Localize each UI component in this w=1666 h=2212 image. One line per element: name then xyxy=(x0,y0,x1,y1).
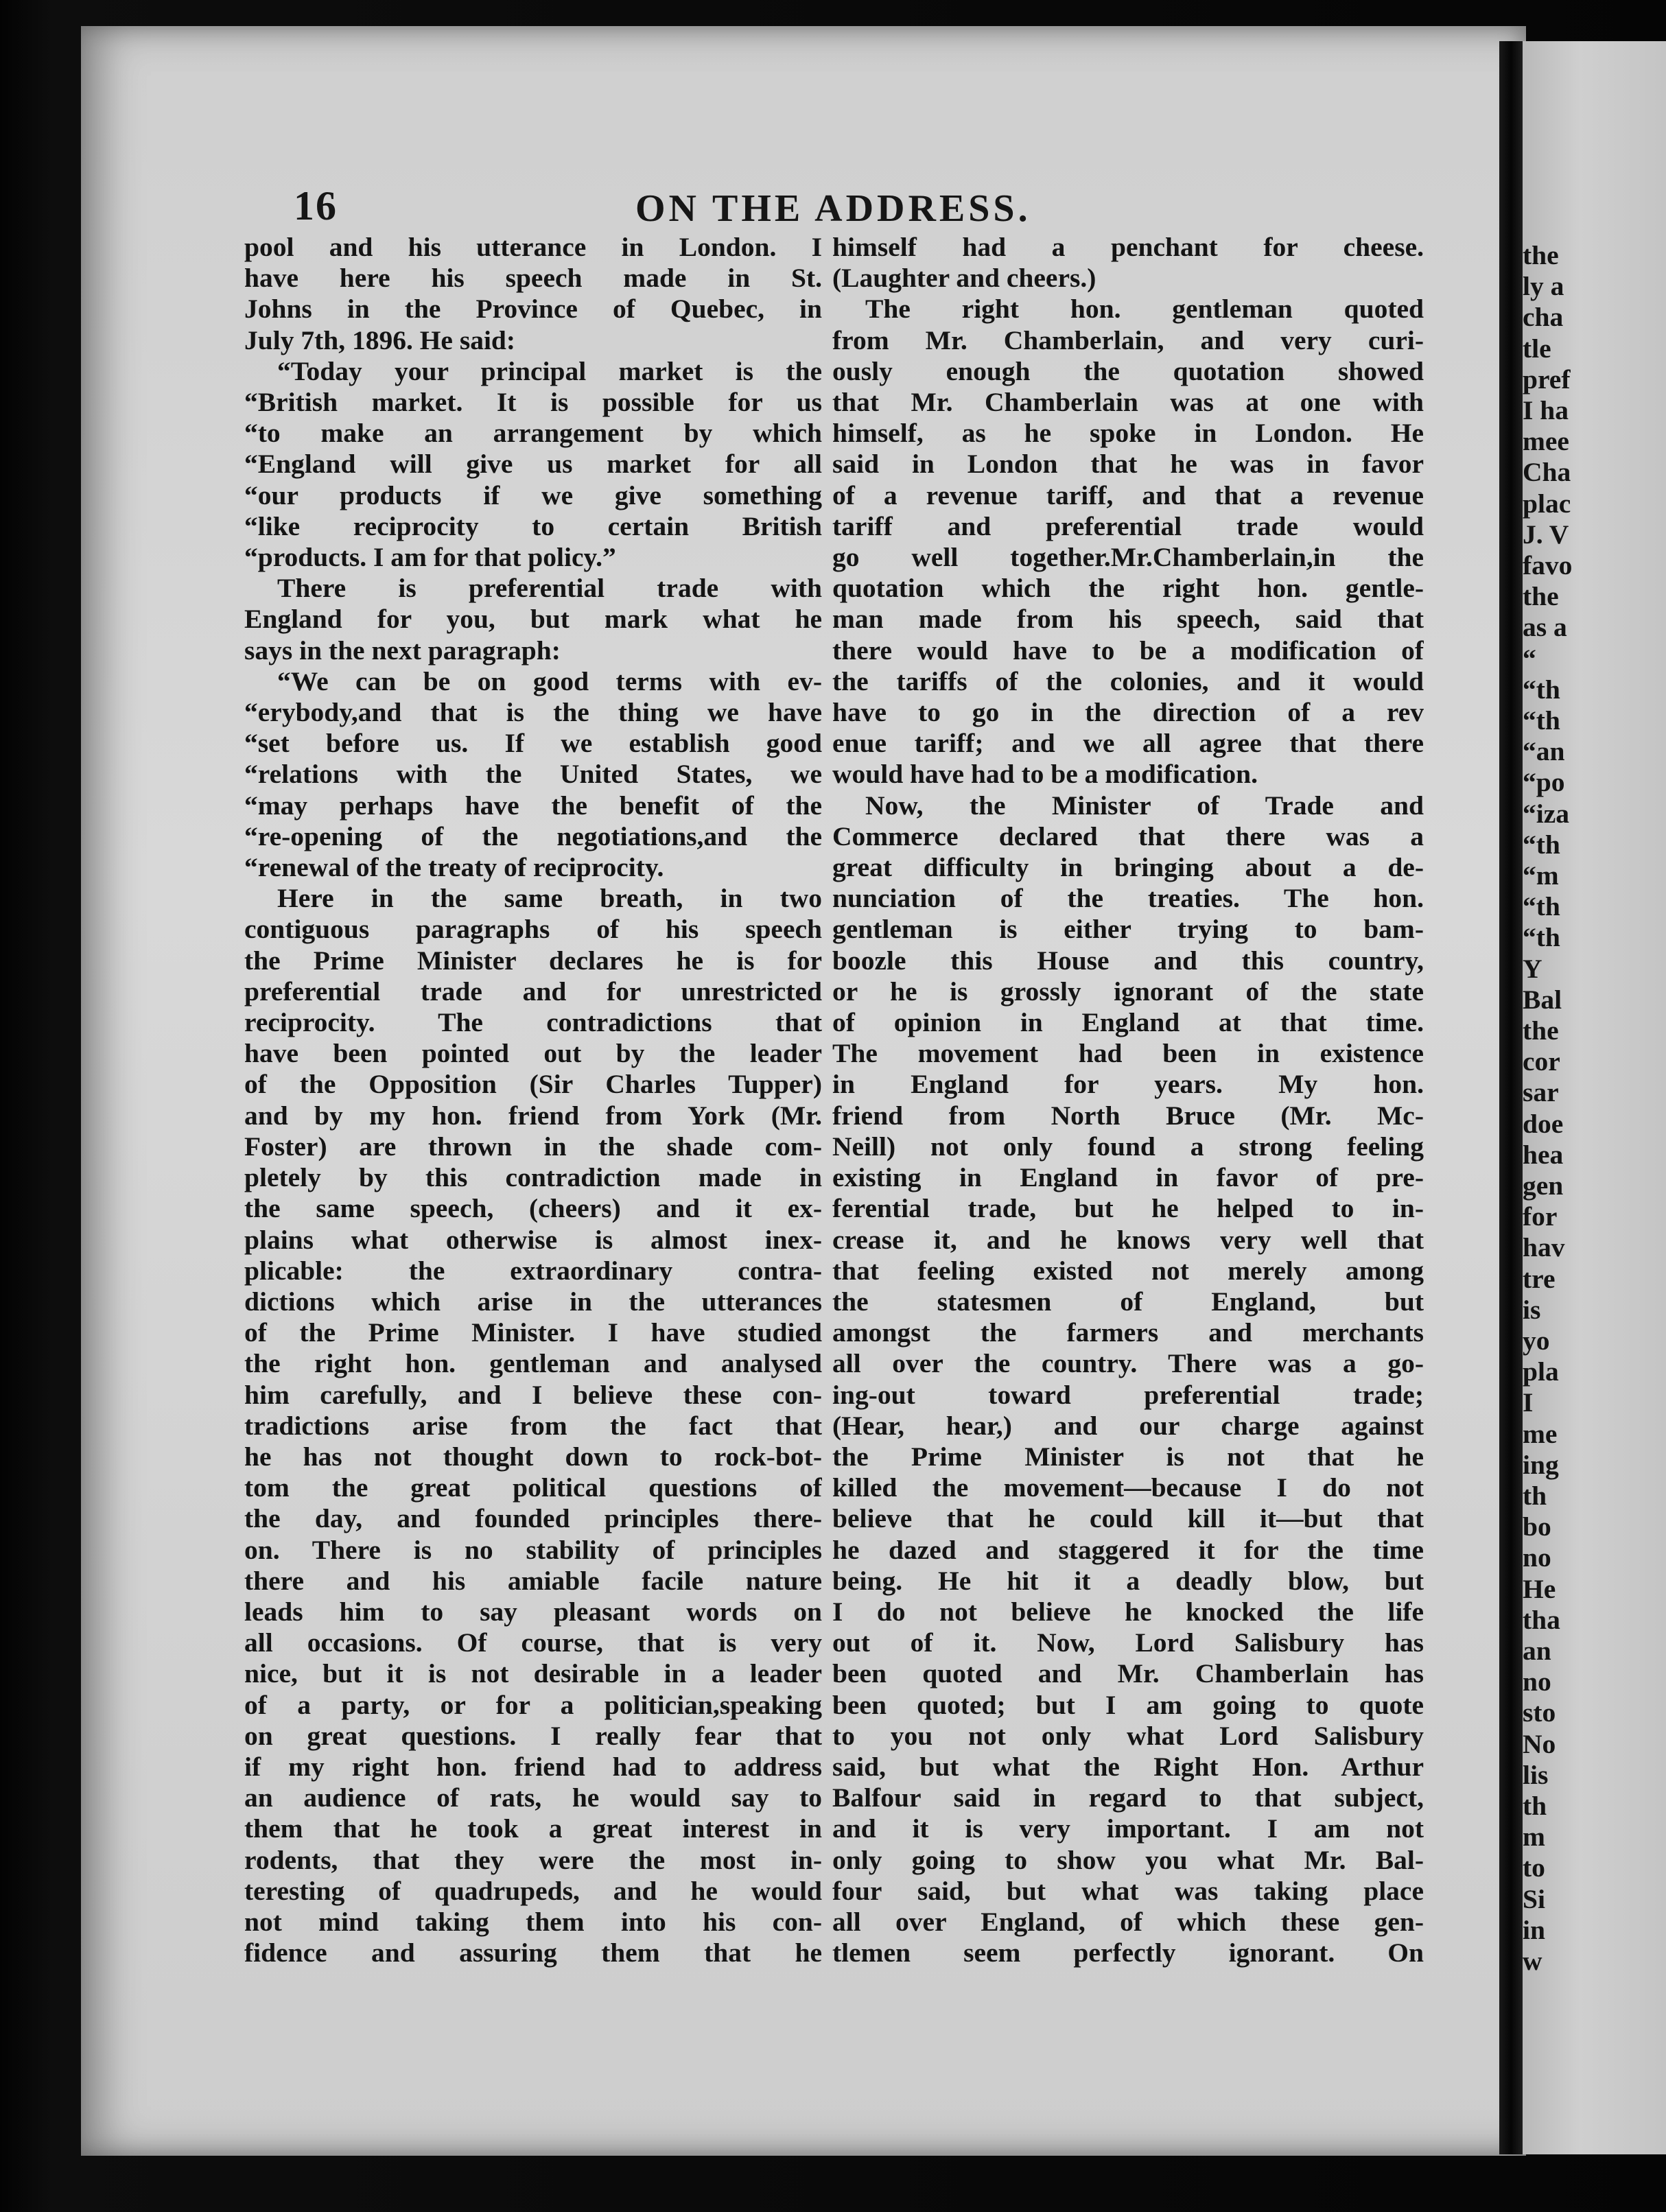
text-line: the right hon. gentleman and analysed xyxy=(244,1348,822,1379)
text-line: all over England, of which these gen- xyxy=(832,1906,1424,1937)
text-line: nunciation of the treaties. The hon. xyxy=(832,883,1424,914)
text-line: I do not believe he knocked the life xyxy=(832,1596,1424,1627)
adjacent-page-fragment: cha xyxy=(1523,302,1564,333)
text-line: gentleman is either trying to bam- xyxy=(832,914,1424,945)
text-line: England for you, but mark what he xyxy=(244,604,822,635)
text-line: would have had to be a modification. xyxy=(832,759,1258,790)
text-line: of opinion in England at that time. xyxy=(832,1007,1424,1038)
adjacent-page-fragment: No xyxy=(1523,1728,1556,1759)
text-line: Foster) are thrown in the shade com- xyxy=(244,1131,822,1162)
adjacent-page-edge xyxy=(1523,41,1666,2154)
text-line: There is preferential trade with xyxy=(277,573,822,604)
text-line: himself, as he spoke in London. He xyxy=(832,418,1424,449)
text-line: dictions which arise in the utterances xyxy=(244,1286,822,1317)
text-line: of a party, or for a politician,speaking xyxy=(244,1689,822,1720)
adjacent-page-fragment: tre xyxy=(1523,1263,1556,1294)
text-line: Johns in the Province of Quebec, in xyxy=(244,294,822,325)
text-line: the tariffs of the colonies, and it would xyxy=(832,666,1424,696)
page-header xyxy=(81,183,1526,237)
text-line: from Mr. Chamberlain, and very curi- xyxy=(832,325,1424,355)
text-line: plains what otherwise is almost inex- xyxy=(244,1224,822,1255)
text-line: have to go in the direction of a rev xyxy=(832,697,1424,728)
adjacent-page-fragment: gen xyxy=(1523,1170,1564,1201)
text-line: crease it, and he knows very well that xyxy=(832,1224,1424,1255)
text-line: ing-out toward preferential trade; xyxy=(832,1379,1424,1410)
text-line: the day, and founded principles there- xyxy=(244,1503,822,1534)
text-line: killed the movement—because I do not xyxy=(832,1472,1424,1503)
text-line: Here in the same breath, in two xyxy=(277,883,822,914)
adjacent-page-fragment: “th xyxy=(1523,891,1560,922)
text-line: the Prime Minister is not that he xyxy=(832,1441,1424,1472)
text-line: him carefully, and I believe these con- xyxy=(244,1379,822,1410)
adjacent-page-fragment: mee xyxy=(1523,426,1569,457)
adjacent-page-fragment: “th xyxy=(1523,922,1560,953)
text-line: the same speech, (cheers) and it ex- xyxy=(244,1193,822,1224)
text-line: said, but what the Right Hon. Arthur xyxy=(832,1751,1424,1782)
text-line: leads him to say pleasant words on xyxy=(244,1596,822,1627)
adjacent-page-fragment: th xyxy=(1523,1481,1547,1511)
text-line: out of it. Now, Lord Salisbury has xyxy=(832,1627,1424,1658)
adjacent-page-fragment: ly a xyxy=(1523,271,1564,302)
adjacent-page-fragment: “po xyxy=(1523,767,1565,798)
adjacent-page-fragment: He xyxy=(1523,1573,1556,1604)
adjacent-page-fragment: “iza xyxy=(1523,798,1570,829)
adjacent-page-fragment: hav xyxy=(1523,1232,1565,1263)
adjacent-page-fragment: is xyxy=(1523,1294,1541,1325)
text-line: July 7th, 1896. He said: xyxy=(244,325,516,355)
text-line: “like reciprocity to certain British xyxy=(244,510,822,541)
text-line: (Laughter and cheers.) xyxy=(832,263,1096,294)
text-line: been quoted and Mr. Chamberlain has xyxy=(832,1658,1424,1689)
text-line: “England will give us market for all xyxy=(244,449,822,480)
text-line: says in the next paragraph: xyxy=(244,635,561,666)
text-line: there and his amiable facile nature xyxy=(244,1565,822,1596)
text-line: to you not only what Lord Salisbury xyxy=(832,1720,1424,1751)
text-line: on great questions. I really fear that xyxy=(244,1720,822,1751)
text-line: plicable: the extraordinary contra- xyxy=(244,1255,822,1286)
text-line: if my right hon. friend had to address xyxy=(244,1751,822,1782)
text-line: tariff and preferential trade would xyxy=(832,510,1424,541)
adjacent-page-fragment: “an xyxy=(1523,736,1565,767)
text-line: of a revenue tariff, and that a revenue xyxy=(832,480,1424,510)
text-line: or he is grossly ignorant of the state xyxy=(832,976,1424,1007)
text-line: “Today your principal market is the xyxy=(277,355,822,386)
text-line: boozle this House and this country, xyxy=(832,945,1424,976)
text-line: “products. I am for that policy.” xyxy=(244,542,616,573)
text-line: himself had a penchant for cheese. xyxy=(832,232,1424,262)
adjacent-page-fragment: ing xyxy=(1523,1449,1559,1480)
running-head: ON THE ADDRESS. xyxy=(635,187,1031,230)
adjacent-page-fragment: as a xyxy=(1523,612,1567,643)
adjacent-page-fragment: “th xyxy=(1523,674,1560,705)
text-line: “set before us. If we establish good xyxy=(244,728,822,759)
text-line: quotation which the right hon. gentle- xyxy=(832,573,1424,604)
page-number: 16 xyxy=(294,183,338,228)
adjacent-page-fragment: sto xyxy=(1523,1697,1556,1728)
text-line: the Prime Minister declares he is for xyxy=(244,945,822,976)
adjacent-page-fragment: Cha xyxy=(1523,457,1571,488)
adjacent-page-fragment: no xyxy=(1523,1667,1551,1697)
text-line: Commerce declared that there was a xyxy=(832,821,1424,851)
text-line: existing in England in favor of pre- xyxy=(832,1162,1424,1193)
text-line: pletely by this contradiction made in xyxy=(244,1162,822,1193)
text-line: tom the great political questions of xyxy=(244,1472,822,1503)
text-line: an audience of rats, he would say to xyxy=(244,1782,822,1813)
text-line: man made from his speech, said that xyxy=(832,604,1424,635)
adjacent-page-fragment: the xyxy=(1523,581,1559,612)
adjacent-page-fragment: th xyxy=(1523,1791,1547,1821)
text-line: “re-opening of the negotiations,and the xyxy=(244,821,822,851)
adjacent-page-fragment: Si xyxy=(1523,1883,1545,1914)
adjacent-page-fragment: in xyxy=(1523,1914,1545,1945)
adjacent-page-fragment: lis xyxy=(1523,1759,1549,1790)
adjacent-page-fragment: cor xyxy=(1523,1046,1560,1077)
text-line: preferential trade and for unrestricted xyxy=(244,976,822,1007)
text-line: “renewal of the treaty of reciprocity. xyxy=(244,852,664,883)
text-line: “erybody,and that is the thing we have xyxy=(244,697,822,728)
text-line: only going to show you what Mr. Bal- xyxy=(832,1844,1424,1875)
text-line: great difficulty in bringing about a de- xyxy=(832,852,1424,883)
text-line: nice, but it is not desirable in a leader xyxy=(244,1658,822,1689)
adjacent-page-fragment: bo xyxy=(1523,1511,1551,1542)
text-line: he has not thought down to rock-bot- xyxy=(244,1441,822,1472)
text-line: pool and his utterance in London. I xyxy=(244,232,822,262)
adjacent-page-fragment: tha xyxy=(1523,1604,1560,1635)
text-line: reciprocity. The contradictions that xyxy=(244,1007,822,1038)
adjacent-page-fragment: for xyxy=(1523,1201,1558,1232)
text-line: Balfour said in regard to that subject, xyxy=(832,1782,1424,1813)
text-line: rodents, that they were the most in- xyxy=(244,1844,822,1875)
adjacent-page-fragment: “m xyxy=(1523,860,1559,891)
text-line: contiguous paragraphs of his speech xyxy=(244,914,822,945)
text-line: ferential trade, but he helped to in- xyxy=(832,1193,1424,1224)
text-line: amongst the farmers and merchants xyxy=(832,1317,1424,1348)
text-line: (Hear, hear,) and our charge against xyxy=(832,1410,1424,1441)
text-line: been quoted; but I am going to quote xyxy=(832,1689,1424,1720)
text-line: Now, the Minister of Trade and xyxy=(865,790,1424,821)
text-line: “our products if we give something xyxy=(244,480,822,510)
adjacent-page-fragment: J. V xyxy=(1523,519,1569,550)
adjacent-page-fragment: pref xyxy=(1523,364,1571,395)
text-line: teresting of quadrupeds, and he would xyxy=(244,1875,822,1906)
text-line: tradictions arise from the fact that xyxy=(244,1410,822,1441)
text-line: on. There is no stability of principles xyxy=(244,1534,822,1565)
right-text-column xyxy=(832,232,1424,1968)
adjacent-page-fragment: pla xyxy=(1523,1356,1559,1387)
adjacent-page-fragment: the xyxy=(1523,240,1559,270)
adjacent-page-fragment: plac xyxy=(1523,488,1571,519)
adjacent-page-fragment: Y xyxy=(1523,953,1542,984)
adjacent-page-fragment: Bal xyxy=(1523,984,1562,1015)
text-line: “British market. It is possible for us xyxy=(244,387,822,418)
text-line: believe that he could kill it—but that xyxy=(832,1503,1424,1534)
text-line: “We can be on good terms with ev- xyxy=(277,666,822,696)
text-line: The movement had been in existence xyxy=(832,1038,1424,1069)
text-line: said in London that he was in favor xyxy=(832,449,1424,480)
adjacent-page-fragment: “ xyxy=(1523,643,1536,674)
text-line: not mind taking them into his con- xyxy=(244,1906,822,1937)
adjacent-page-fragment: I xyxy=(1523,1387,1534,1418)
text-line: the statesmen of England, but xyxy=(832,1286,1424,1317)
adjacent-page-fragment: to xyxy=(1523,1852,1545,1883)
adjacent-page-fragment: favo xyxy=(1523,550,1573,580)
text-line: ously enough the quotation showed xyxy=(832,355,1424,386)
text-line: have been pointed out by the leader xyxy=(244,1038,822,1069)
text-line: in England for years. My hon. xyxy=(832,1069,1424,1100)
text-line: them that he took a great interest in xyxy=(244,1813,822,1844)
text-line: “may perhaps have the benefit of the xyxy=(244,790,822,821)
text-line: four said, but what was taking place xyxy=(832,1875,1424,1906)
book-page xyxy=(81,26,1526,2156)
adjacent-page-fragment: an xyxy=(1523,1636,1551,1666)
text-line: and it is very important. I am not xyxy=(832,1813,1424,1844)
book-gutter xyxy=(1499,41,1523,2154)
text-line: have here his speech made in St. xyxy=(244,263,822,294)
left-text-column xyxy=(244,232,822,1968)
text-line: all over the country. There was a go- xyxy=(832,1348,1424,1379)
text-line: that Mr. Chamberlain was at one with xyxy=(832,387,1424,418)
adjacent-page-fragment: sar xyxy=(1523,1077,1559,1108)
text-line: all occasions. Of course, that is very xyxy=(244,1627,822,1658)
adjacent-page-fragment: the xyxy=(1523,1015,1559,1046)
text-line: and by my hon. friend from York (Mr. xyxy=(244,1100,822,1131)
text-line: The right hon. gentleman quoted xyxy=(865,294,1424,325)
adjacent-page-fragment: w xyxy=(1523,1946,1542,1976)
adjacent-page-fragment: “th xyxy=(1523,705,1560,736)
text-line: “to make an arrangement by which xyxy=(244,418,822,449)
text-line: Neill) not only found a strong feeling xyxy=(832,1131,1424,1162)
adjacent-page-fragment: me xyxy=(1523,1418,1558,1449)
adjacent-page-fragment: I ha xyxy=(1523,395,1569,425)
text-line: there would have to be a modification of xyxy=(832,635,1424,666)
text-line: enue tariff; and we all agree that there xyxy=(832,728,1424,759)
adjacent-page-fragment: yo xyxy=(1523,1326,1550,1356)
adjacent-page-fragment: no xyxy=(1523,1542,1551,1573)
adjacent-page-fragment: m xyxy=(1523,1822,1545,1852)
adjacent-page-fragment: “th xyxy=(1523,829,1560,860)
text-line: of the Opposition (Sir Charles Tupper) xyxy=(244,1069,822,1100)
text-line: of the Prime Minister. I have studied xyxy=(244,1317,822,1348)
text-line: friend from North Bruce (Mr. Mc- xyxy=(832,1100,1424,1131)
text-line: being. He hit it a deadly blow, but xyxy=(832,1565,1424,1596)
text-line: that feeling existed not merely among xyxy=(832,1255,1424,1286)
text-line: he dazed and staggered it for the time xyxy=(832,1534,1424,1565)
adjacent-page-fragment: hea xyxy=(1523,1139,1564,1170)
text-line: go well together.Mr.Chamberlain,in the xyxy=(832,542,1424,573)
adjacent-page-fragment: doe xyxy=(1523,1108,1564,1139)
text-line: “relations with the United States, we xyxy=(244,759,822,790)
text-line: fidence and assuring them that he xyxy=(244,1938,822,1968)
text-line: tlemen seem perfectly ignorant. On xyxy=(832,1938,1424,1968)
adjacent-page-fragment: tle xyxy=(1523,333,1551,364)
